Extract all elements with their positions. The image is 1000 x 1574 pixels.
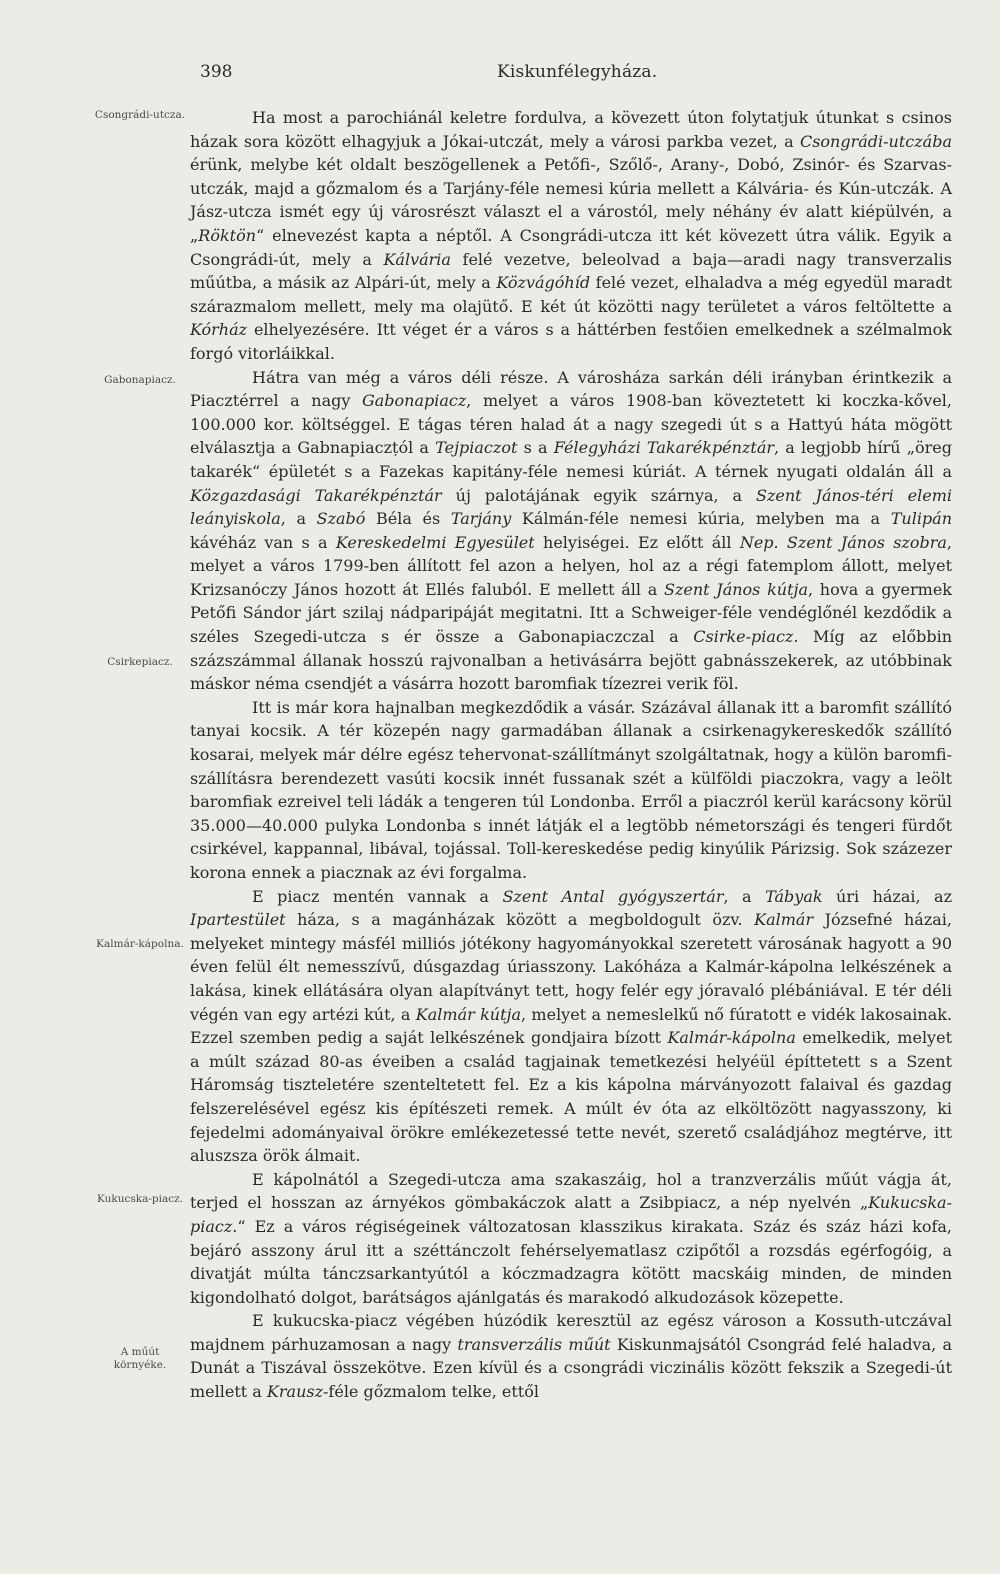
text-run: Itt is már kora hajnalban megkezdődik a vásár. Százával állanak itt a baromfit szállító tanyai kocsik. A tér közepén nagy garmadában állanak a csirkenagykereskedők szállító kosarai, melyek már délre egész tehervonat-szállítmányt szolgáltatnak, hogy a külön baromfi-szállításra berendezett vasúti kocsik innét fussanak szét a külföldi piaczokra, vagy a leölt baromfiak ezreivel teli ládák a tengeren túl Londonba. Erről a piaczról kerül karácsony körül 35.000—40.000 pulyka Londonba s innét látják el a legtöbb németországi és tengeri fürdőt csirkével, kappannal, libával, tojással. Toll-kereskedése pedig kinyúlik Párizsig. Sok százezer korona ennek a piacznak az évi forgalma. [190,697,952,882]
text-run: , melyet a város 1908-ban köveztetett ki koczka-kővel, 100.000 kor. költséggel. E tágas téren halad át a nagy szegedi út s a Hattyú háta mögött elválasztja a Gabnapiaczțól a [190,391,953,458]
margin-note-gabonapiacz: Gabonapiacz. [104,374,176,386]
text-run: érünk, melybe két oldalt beszögellenek a Petőfi-, Szőlő-, Arany-, Dobó, Zsinór- és Szarvas-utczák, majd a gőzmalom és a Tarjány-féle nemesi kúria mellett a Kálvária- és Kún-utczák. A Jász-utcza ismét egy új városrészt választ el a várostól, mely néhány év alatt kiépülvén, a „ [190,155,952,245]
italic-term: Szabó [316,509,366,529]
text-run: , a legjobb hírű „öreg takarék“ épületét s a Fazekas kapitány-féle nemesi kúriát. A térnek nyugati oldalán áll a [190,438,953,481]
italic-term: Félegyházi Takarékpénztár [553,438,775,458]
text-run: “ elnevezést kapta a néptől. A Csongrádi-utcza itt két kövezett útra válik. Egyik a Csongrádi-út, mely a [190,225,952,269]
margin-note-kukucska-piacz: Kukucska-piacz. [96,1193,184,1205]
page-number: 398 [200,62,233,82]
text-run: háza, s a magánházak között a megboldogult özv. [285,910,755,930]
text-run: helyiségei. Ez előtt áll [534,532,740,552]
text-run: -féle gőzmalom telke, ettől [323,1382,539,1402]
italic-term: Krausz [266,1382,324,1402]
text-run: E kukucska-piacz végében húzódik keresztül az egész városon a Kossuth-utczával majdnem párhuzamosan a nagy [190,1311,952,1354]
italic-term: Kereskedelmi Egyesület [335,532,535,552]
italic-term: Kalmár kútja [415,1004,522,1024]
text-run: s a [517,438,554,458]
italic-term: Röktön [198,225,257,245]
text-run: Kiskunmajsától Csongrád felé haladva, a Dunát a Tiszával összekötve. Ezen kívül és a csongrádi viczinális között fekszik a Szegedi-út mellett a [190,1334,953,1402]
paragraph [190,1168,952,1310]
italic-term: Tarjány [450,509,512,529]
italic-term: Kukucska-piacz. [190,1193,952,1236]
text-run: . Míg az előbbin százszámmal állanak hosszú rajvonalban a hetivásárra bejött gabnásszekerek, az utóbbinak máskor néma csendjét a vásárra hozott baromfiak tízezrei verik föl. [190,627,952,694]
text-run: “ Ez a város régiségeinek változatosan klasszikus kirakata. Száz és száz házi kofa, bejáró asszony árul itt a széttánczolt fehérselyematlasz czipőtől a rozsdás egérfogóig, a divatját múlta tánczsarkantyútól a kóczmadzagra kötött macskáig minden, de minden kigondolható dolgot, barátságos ajánlgatás és marakodó alkudozások közepette. [190,1216,952,1307]
text-run: felé vezet, elhaladva a még egyedül maradt szárazmalom mellett, mely ma olajütő. E két út közötti nagy területet a város feltöltette a [190,273,953,316]
italic-term: Tábyak [765,886,823,906]
margin-note-kalmar-kapolna: Kalmár-kápolna. [96,938,184,950]
paragraph [190,366,952,696]
italic-term: Kálvária [383,249,451,269]
text-run: felé vezetve, beleolvad a baja—aradi nagy transverzalis műútba, a másik az Alpári-út, mely a [190,249,953,293]
italic-term: Tulipán [890,509,953,529]
italic-term: Kalmár [754,910,814,930]
italic-term: Csongrádi-utczába [799,131,952,151]
paragraph [190,696,952,885]
margin-note-csongradi: Csongrádi-utcza. [94,109,186,121]
text-run: kávéház van s a [190,532,336,552]
italic-term: Gabonapiacz [361,391,467,411]
text-run: Kálmán-féle nemesi kúria, melyben ma a [511,509,891,529]
italic-term: Közgazdasági Takarékpénztár [190,485,442,505]
italic-term: Szent Antal gyógyszertár [502,886,724,906]
italic-term: Tejpiaczot [435,438,518,458]
text-run: E piacz mentén vannak a [252,886,503,906]
margin-note-muut: A műút környéke. [113,1346,167,1371]
body-text [190,106,952,1404]
text-run: új palotájának egyik szárnya, a [441,485,757,505]
italic-term: transverzális műút [457,1334,611,1354]
paragraph [190,885,952,1168]
text-run: Hátra van még a város déli része. A városháza sarkán déli irányban érintkezik a Piacztérrel a nagy [190,367,952,411]
italic-term: Ipartestület [190,910,286,930]
italic-term: Szent János-téri elemi leányiskola [190,485,952,529]
text-run: , a [723,886,766,906]
text-run: , melyet a város 1799-ben állított fel azon a helyen, hol az a régi fatemplom állott, melyet Krizsanóczy János hozott át Ellés faluból. E mellett áll a [190,532,953,599]
text-run: Ha most a parochiánál keletre fordulva, a kövezett úton folytatjuk útunkat s csinos házak sora között elhagyjuk a Jókai-utczát, mely a városi parkba vezet, a [190,108,952,151]
text-run: emelkedik, melyet a múlt század 80-as éveiben a család tagjainak temetkezési helyéül építtetett s a Szent Háromság tiszteletére szenteltetett fel. Ez a kis kápolna márványozott falaival és gazdag felszerelésével egész kis építészeti remek. A múlt év óta az elköltözött nagyasszony, ki fejedelmi adományaival örökre emlékezetessé tette nevét, szerető családjához megtérve, itt aluszsza örök álmait. [190,1028,952,1166]
italic-term: Csirke-piacz [693,627,794,647]
text-run: Józsefné házai, melyeket mintegy másfél milliós jótékony hagyományokkal szeretett városának hagyott a 90 éven felül élt nemesszívű, dúsgazdag úriasszony. Lakóháza a Kalmár-kápolna lelkészének a lakása, kinek ellátására olyan alapítványt tett, hogy felér egy jóravaló plébániával. E tér déli végén van egy artézi kút, a [190,910,952,1024]
italic-term: Szent János kútja [663,579,809,599]
text-run: , a [280,509,317,529]
running-head: Kiskunfélegyháza. [497,62,658,82]
text-run: , hova a gyermek Petőfi Sándor járt szilaj nádparipáját megitatni. Itt a Schweiger-féle vendéglőnél kezdődik a széles Szegedi-utcza s ér össze a Gabonapiaczczal a [190,579,952,647]
italic-term: Közvágóhíd [496,273,591,293]
paragraph [190,106,952,366]
page-header [0,62,1000,86]
text-run: , melyet a nemeslelkű nő fúratott e vidék lakosainak. Ezzel szemben pedig a saját lelkészének gondjaira bízott [190,1004,953,1048]
paragraph [190,1309,952,1403]
italic-term: Nep. Szent János szobra [739,532,947,552]
text-run: elhelyezésére. Itt véget ér a város s a háttérben festőien emelkednek a szélmalmok forgó vitorláikkal. [190,320,952,363]
italic-term: Kórház [190,320,248,340]
italic-term: Kalmár-kápolna [667,1028,796,1048]
text-run: E kápolnától a Szegedi-utcza ama szakaszáig, hol a tranzverzális műút vágja át, terjed el hosszan az árnyékos gömbakáczok alatt a Zsibpiacz, a nép nyelvén „ [190,1169,952,1213]
margin-note-csirkepiacz: Csirkepiacz. [107,656,173,668]
text-run: Béla és [365,509,451,529]
text-run: úri házai, az [822,886,953,906]
